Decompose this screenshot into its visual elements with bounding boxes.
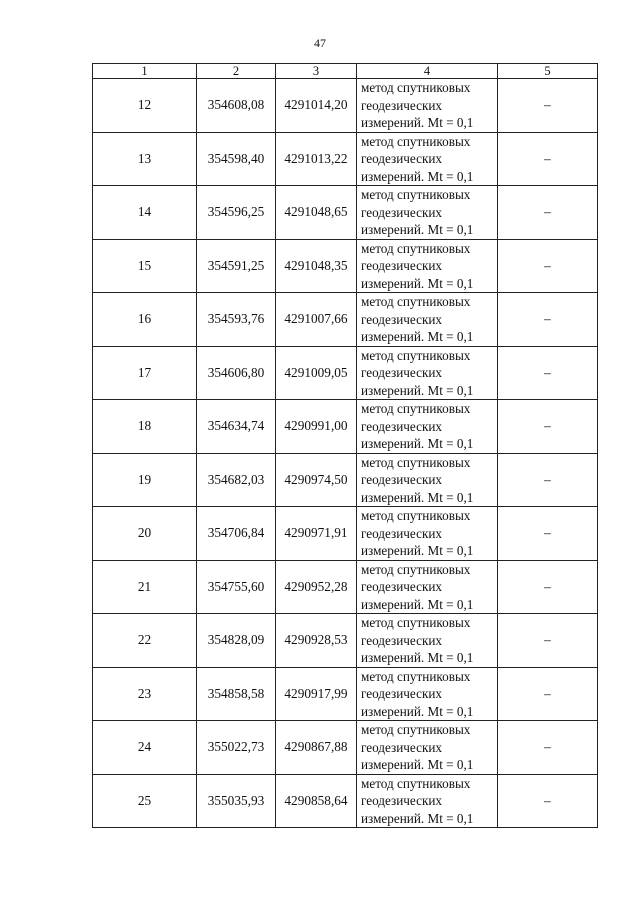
note-cell: – bbox=[498, 614, 598, 668]
method-line: геодезических bbox=[361, 793, 443, 808]
table-row bbox=[93, 507, 598, 561]
table-row bbox=[93, 453, 598, 507]
method-line: метод спутниковых bbox=[361, 615, 471, 630]
point-number-cell: 16 bbox=[93, 293, 197, 347]
note-cell: – bbox=[498, 453, 598, 507]
column-header-1: 1 bbox=[93, 64, 197, 79]
y-coordinate-cell: 4290858,64 bbox=[276, 774, 357, 828]
column-header-3: 3 bbox=[276, 64, 357, 79]
method-line: метод спутниковых bbox=[361, 240, 471, 256]
method-line: измерений. Mt = 0,1 bbox=[361, 436, 474, 451]
y-coordinate-cell: 4290952,28 bbox=[276, 560, 357, 614]
method-line: геодезических bbox=[361, 258, 443, 273]
method-line: метод спутниковых bbox=[361, 668, 471, 684]
method-cell bbox=[357, 239, 498, 293]
note-cell: – bbox=[498, 721, 598, 775]
method-line: геодезических bbox=[361, 739, 443, 755]
method-line: измерений. Mt = 0,1 bbox=[361, 650, 474, 665]
method-cell bbox=[357, 721, 498, 775]
table-row bbox=[93, 400, 598, 454]
column-header-5: 5 bbox=[498, 64, 598, 79]
method-line: геодезических bbox=[361, 632, 443, 648]
note-cell: – bbox=[498, 667, 598, 721]
y-coordinate-cell: 4290971,91 bbox=[276, 507, 357, 561]
method-cell bbox=[357, 132, 498, 186]
x-coordinate-cell: 354755,60 bbox=[197, 560, 276, 614]
method-line: измерений. Mt = 0,1 bbox=[361, 810, 474, 826]
note-cell: – bbox=[498, 239, 598, 293]
method-cell bbox=[357, 453, 498, 507]
point-number-cell: 17 bbox=[93, 346, 197, 400]
point-number-cell: 15 bbox=[93, 239, 197, 293]
method-line: измерений. Mt = 0,1 bbox=[361, 757, 474, 772]
method-line: измерений. Mt = 0,1 bbox=[361, 382, 474, 398]
method-line: измерений. Mt = 0,1 bbox=[361, 543, 474, 558]
note-cell: – bbox=[498, 774, 598, 828]
y-coordinate-cell: 4291009,05 bbox=[276, 346, 357, 400]
x-coordinate-cell: 354634,74 bbox=[197, 400, 276, 454]
table-row bbox=[93, 293, 598, 347]
point-number-cell: 22 bbox=[93, 614, 197, 668]
method-line: измерений. Mt = 0,1 bbox=[361, 703, 474, 719]
point-number-cell: 12 bbox=[93, 79, 197, 133]
y-coordinate-cell: 4291048,35 bbox=[276, 239, 357, 293]
y-coordinate-cell: 4291013,22 bbox=[276, 132, 357, 186]
column-header-4: 4 bbox=[357, 64, 498, 79]
method-cell bbox=[357, 667, 498, 721]
method-line: измерений. Mt = 0,1 bbox=[361, 329, 474, 344]
y-coordinate-cell: 4291014,20 bbox=[276, 79, 357, 133]
method-line: геодезических bbox=[361, 97, 443, 113]
y-coordinate-cell: 4290867,88 bbox=[276, 721, 357, 775]
x-coordinate-cell: 354593,76 bbox=[197, 293, 276, 347]
y-coordinate-cell: 4291007,66 bbox=[276, 293, 357, 347]
point-number-cell: 25 bbox=[93, 774, 197, 828]
note-cell: – bbox=[498, 186, 598, 240]
method-line: метод спутниковых bbox=[361, 561, 471, 577]
method-line: метод спутниковых bbox=[361, 80, 471, 95]
method-cell bbox=[357, 560, 498, 614]
note-cell: – bbox=[498, 560, 598, 614]
note-cell: – bbox=[498, 79, 598, 133]
table-row bbox=[93, 774, 598, 828]
method-line: измерений. Mt = 0,1 bbox=[361, 168, 474, 184]
x-coordinate-cell: 355035,93 bbox=[197, 774, 276, 828]
method-line: геодезических bbox=[361, 311, 443, 327]
method-line: измерений. Mt = 0,1 bbox=[361, 596, 474, 612]
method-line: измерений. Mt = 0,1 bbox=[361, 489, 474, 505]
x-coordinate-cell: 354591,25 bbox=[197, 239, 276, 293]
coordinates-table bbox=[92, 63, 598, 828]
method-line: геодезических bbox=[361, 525, 443, 541]
y-coordinate-cell: 4291048,65 bbox=[276, 186, 357, 240]
table-row bbox=[93, 614, 598, 668]
note-cell: – bbox=[498, 346, 598, 400]
method-cell bbox=[357, 774, 498, 828]
table-row bbox=[93, 346, 598, 400]
method-line: геодезических bbox=[361, 686, 443, 701]
page-number: 47 bbox=[314, 36, 326, 50]
x-coordinate-cell: 354828,09 bbox=[197, 614, 276, 668]
x-coordinate-cell: 354596,25 bbox=[197, 186, 276, 240]
method-line: геодезических bbox=[361, 472, 443, 487]
point-number-cell: 21 bbox=[93, 560, 197, 614]
x-coordinate-cell: 354682,03 bbox=[197, 453, 276, 507]
table-row bbox=[93, 79, 598, 133]
y-coordinate-cell: 4290974,50 bbox=[276, 453, 357, 507]
point-number-cell: 14 bbox=[93, 186, 197, 240]
note-cell: – bbox=[498, 293, 598, 347]
method-cell bbox=[357, 507, 498, 561]
table-row bbox=[93, 721, 598, 775]
method-cell bbox=[357, 186, 498, 240]
method-cell bbox=[357, 400, 498, 454]
method-line: метод спутниковых bbox=[361, 133, 471, 149]
x-coordinate-cell: 354858,58 bbox=[197, 667, 276, 721]
method-line: метод спутниковых bbox=[361, 401, 471, 416]
y-coordinate-cell: 4290928,53 bbox=[276, 614, 357, 668]
point-number-cell: 19 bbox=[93, 453, 197, 507]
method-line: метод спутниковых bbox=[361, 775, 471, 791]
method-line: метод спутниковых bbox=[361, 722, 471, 737]
method-line: метод спутниковых bbox=[361, 187, 471, 202]
x-coordinate-cell: 355022,73 bbox=[197, 721, 276, 775]
table-header bbox=[93, 64, 598, 79]
point-number-cell: 13 bbox=[93, 132, 197, 186]
column-header-2: 2 bbox=[197, 64, 276, 79]
table-row bbox=[93, 132, 598, 186]
table-row bbox=[93, 560, 598, 614]
method-line: геодезических bbox=[361, 151, 443, 166]
method-line: измерений. Mt = 0,1 bbox=[361, 222, 474, 237]
method-cell bbox=[357, 346, 498, 400]
method-line: измерений. Mt = 0,1 bbox=[361, 275, 474, 291]
method-line: метод спутниковых bbox=[361, 294, 471, 309]
header-row bbox=[93, 64, 598, 79]
note-cell: – bbox=[498, 132, 598, 186]
x-coordinate-cell: 354706,84 bbox=[197, 507, 276, 561]
point-number-cell: 24 bbox=[93, 721, 197, 775]
point-number-cell: 20 bbox=[93, 507, 197, 561]
method-line: геодезических bbox=[361, 418, 443, 434]
y-coordinate-cell: 4290917,99 bbox=[276, 667, 357, 721]
point-number-cell: 23 bbox=[93, 667, 197, 721]
method-cell bbox=[357, 293, 498, 347]
method-line: метод спутниковых bbox=[361, 454, 471, 470]
y-coordinate-cell: 4290991,00 bbox=[276, 400, 357, 454]
table-row bbox=[93, 186, 598, 240]
method-line: геодезических bbox=[361, 365, 443, 380]
point-number-cell: 18 bbox=[93, 400, 197, 454]
x-coordinate-cell: 354598,40 bbox=[197, 132, 276, 186]
method-line: измерений. Mt = 0,1 bbox=[361, 115, 474, 130]
method-line: геодезических bbox=[361, 579, 443, 594]
method-cell bbox=[357, 614, 498, 668]
method-line: метод спутниковых bbox=[361, 347, 471, 363]
table-body bbox=[93, 79, 598, 828]
method-cell bbox=[357, 79, 498, 133]
table-row bbox=[93, 239, 598, 293]
table-row bbox=[93, 667, 598, 721]
method-line: геодезических bbox=[361, 204, 443, 220]
method-line: метод спутниковых bbox=[361, 508, 471, 523]
x-coordinate-cell: 354608,08 bbox=[197, 79, 276, 133]
note-cell: – bbox=[498, 507, 598, 561]
x-coordinate-cell: 354606,80 bbox=[197, 346, 276, 400]
note-cell: – bbox=[498, 400, 598, 454]
